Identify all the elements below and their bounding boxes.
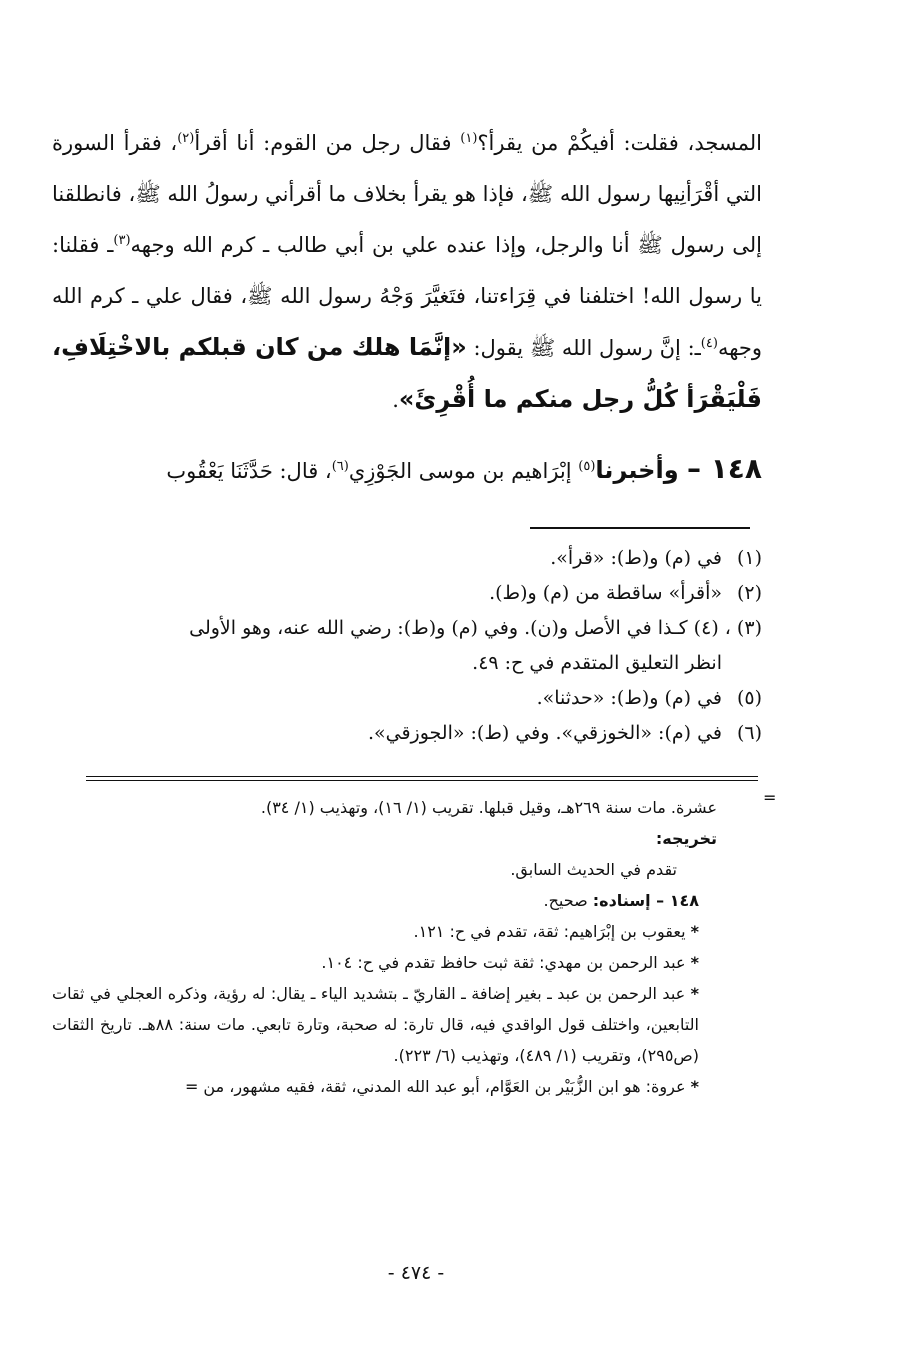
text-segment: ـ: إنَّ رسول الله ﷺ يقول:: [466, 336, 701, 360]
narrator-text: عبد الرحمن بن مهدي: ثقة ثبت حافظ تقدم في ح: ١٠٤.: [321, 953, 691, 972]
footnote-ref-4: (٤): [700, 336, 718, 351]
continuation-mark: =: [763, 788, 777, 807]
footnote-separator: [530, 527, 750, 529]
takhrij-section: [52, 792, 717, 1102]
narrator-text: يعقوب بن إبْرَاهيم: ثقة، تقدم في ح: ١٢١.: [413, 922, 691, 941]
footnote-ref-6: (٦): [331, 459, 349, 474]
page-number: - ٤٧٤ -: [387, 1262, 445, 1284]
footnote-text: كـذا في الأصل و(ن). وفي (م) و(ط): رضي الله عنه، وهو الأولى: [189, 617, 688, 639]
footnote-text: في (م): «الخوزقي». وفي (ط): «الجوزقي».: [367, 722, 722, 744]
text-segment: ـ فقلنا: يا رسول الله! اختلفنا في قِرَاءتنا، فتَغيَّرَ وَجْهُ رسول الله ﷺ، فقال علي ـ كرم الله وجهه: [52, 233, 762, 360]
text-segment: فقال رجل من القوم: أنا أقرأ: [194, 131, 461, 155]
footnote-number: (٥): [736, 687, 762, 709]
isnad-line: [52, 885, 717, 916]
entry-number: ١٤٨ –: [686, 452, 762, 485]
narrator-text: عبد الرحمن بن عبد ـ بغير إضافة ـ القاريّ ـ بتشديد الياء ـ يقال: له رؤية، وذكره العجلي في ثقات التابعين، واختلف قول الواقدي فيه، قال تارة: له صحبة، وتارة تابعي. مات سنة: ٨٨هـ. تاريخ الثقات (ص٢٩٥)، وتقريب (١/ ٤٨٩)، وتهذيب (٦/ ٢٢٣).: [52, 984, 699, 1065]
narrator-entry: [52, 1071, 717, 1102]
bullet-star: *: [690, 984, 699, 1003]
text-segment: .: [392, 388, 399, 412]
hadith-entry-148: [52, 440, 762, 500]
main-text: [52, 118, 762, 426]
isnad-value: صحيح.: [543, 891, 593, 910]
footnote-3-4: [52, 611, 762, 681]
footnotes: [52, 541, 762, 751]
takhrij-text: تقدم في الحديث السابق.: [510, 860, 677, 879]
section-divider: [86, 780, 758, 781]
footnote-5: [52, 681, 762, 716]
footnote-2: [52, 576, 762, 611]
takhrij-heading: تخريجه:: [655, 829, 717, 848]
entry-text: إبْرَاهيم بن موسى الجَوْزِي: [348, 459, 579, 483]
footnote-number: (٢): [736, 582, 762, 604]
text-segment: ، فقرأ السورة التي أقْرَأنِيها رسول الله ﷺ، فإذا هو يقرأ بخلاف ما أقرأني رسولُ الله ﷺ، فانطلقنا إلى رسول ﷺ أنا والرجل، وإذا عنده علي بن أبي طالب ـ كرم الله وجهه: [52, 131, 762, 257]
bullet-star: *: [690, 922, 699, 941]
hadith-quote: «إنَّمَا هلك من كان قبلكم بالاخْتِلَافِ، فَلْيَقْرَأ كُلُّ رجل منكم ما أُقْرِئَ»: [52, 333, 762, 413]
entry-text: ، قال: حَدَّثَنَا يَعْقُوب: [166, 459, 332, 483]
footnote-ref-3: (٣): [113, 233, 131, 248]
footnote-number: (٣) ، (٤): [693, 617, 762, 639]
narrator-entry: [52, 916, 717, 947]
footnote-ref-1: (١): [460, 131, 478, 146]
bullet-star: *: [690, 1077, 699, 1096]
footnote-number: (١): [736, 547, 762, 569]
footnote-6: [52, 716, 762, 751]
main-paragraph: [52, 118, 762, 426]
footnote-text-continued: انظر التعليق المتقدم في ح: ٤٩.: [472, 652, 722, 674]
narrator-entry: [52, 947, 717, 978]
footnote-text: في (م) و(ط): «حدثنا».: [536, 687, 722, 709]
narrator-text: عروة: هو ابن الزُّبَيْر بن العَوَّام، أبو عبد الله المدني، ثقة، فقيه مشهور، من =: [184, 1077, 691, 1096]
footnote-ref-2: (٢): [177, 131, 195, 146]
footnote-number: (٦): [736, 722, 762, 744]
narrator-entry: [52, 978, 717, 1071]
entry-head-word: وأخبرنا: [595, 456, 687, 484]
isnad-label: ١٤٨ – إسناده:: [592, 891, 699, 910]
bullet-star: *: [690, 953, 699, 972]
footnote-1: [52, 541, 762, 576]
section-divider: [86, 776, 758, 777]
continued-narrator-line: عشرة. مات سنة ٢٦٩هـ، وقيل قبلها. تقريب (١/ ١٦)، وتهذيب (١/ ٣٤).: [260, 798, 717, 817]
footnote-ref-5: (٥): [578, 459, 596, 474]
text-segment: المسجد، فقلت: أفيكُمْ من يقرأ؟: [477, 131, 763, 155]
footnote-text: «أقرأ» ساقطة من (م) و(ط).: [489, 582, 722, 604]
footnote-text: في (م) و(ط): «قرأ».: [550, 547, 722, 569]
